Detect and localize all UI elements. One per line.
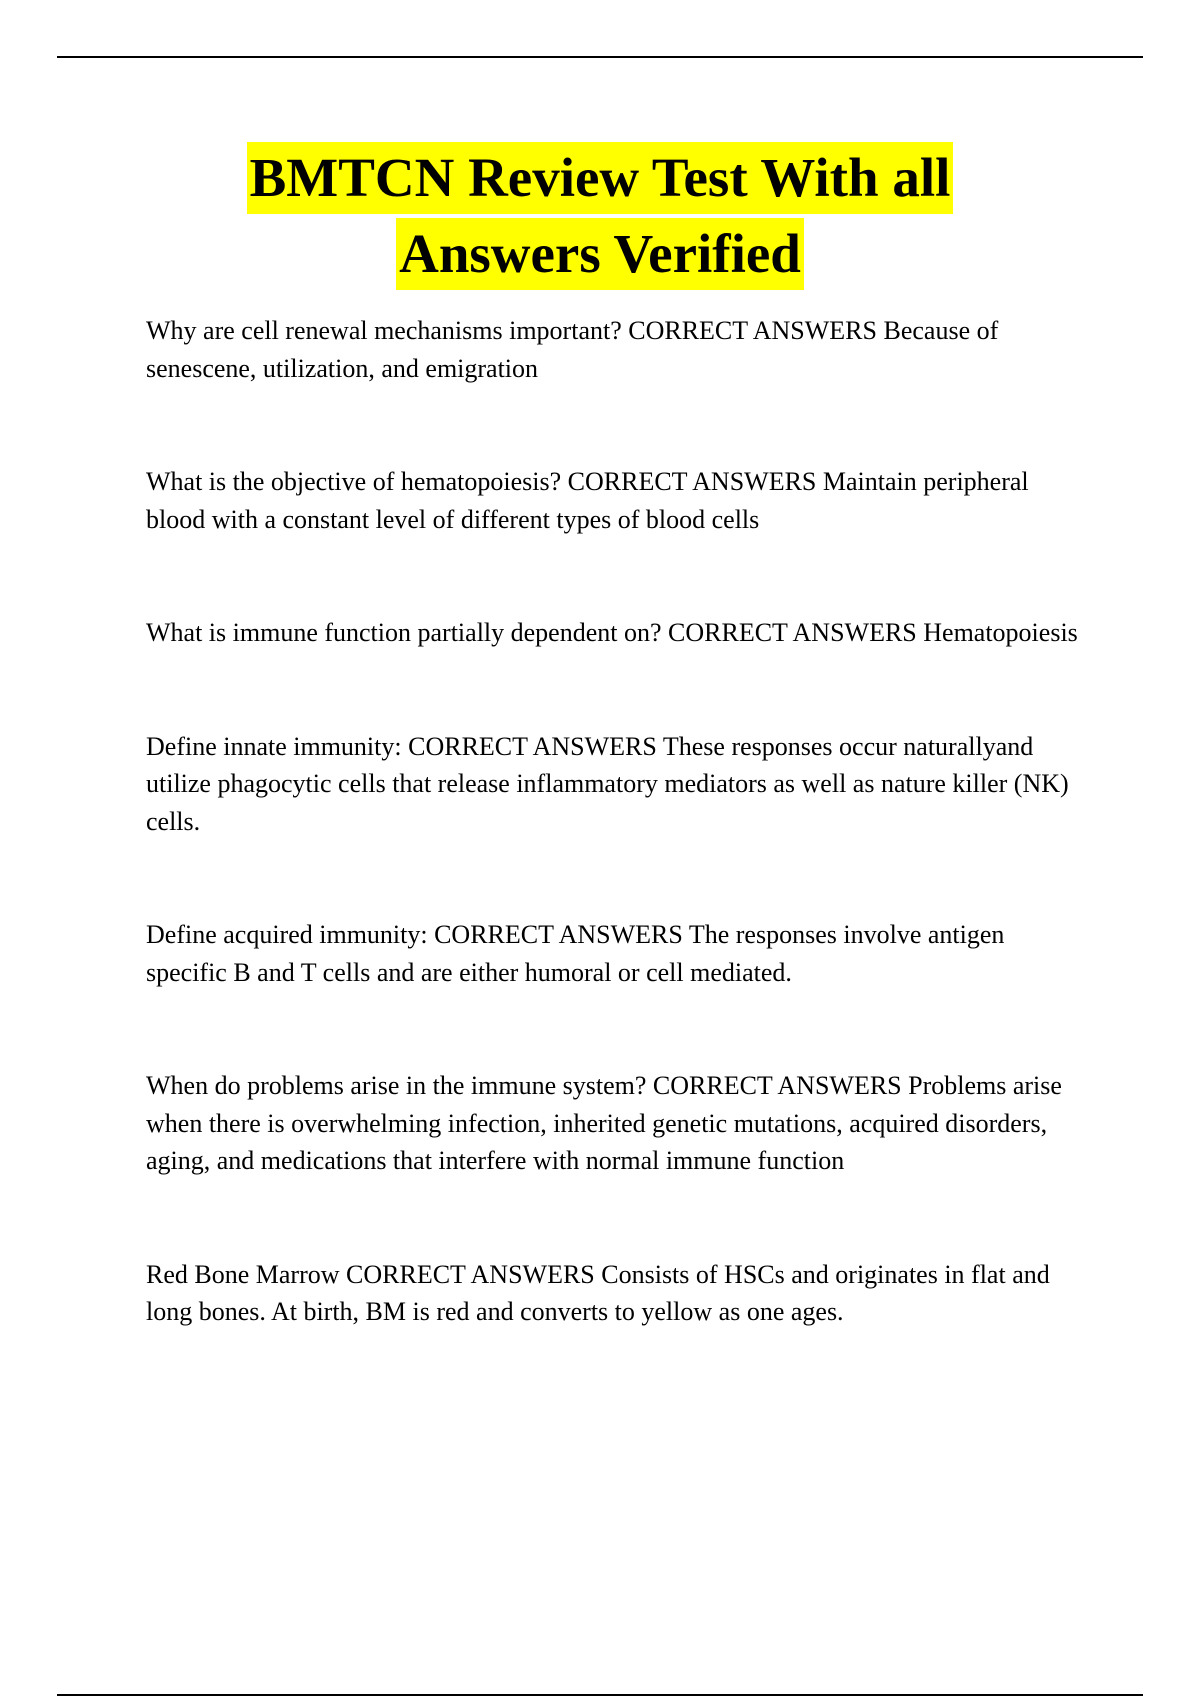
- top-divider: [57, 56, 1143, 58]
- qa-item: Define acquired immunity: CORRECT ANSWERS The responses involve antigen specific B and T cells and are either humoral or cell mediated.: [146, 920, 1005, 987]
- qa-list: [146, 312, 1091, 1331]
- document-title: [0, 142, 1200, 290]
- title-line-2: Answers Verified: [396, 218, 804, 290]
- bottom-divider: [57, 1694, 1143, 1696]
- qa-item: What is immune function partially dependent on? CORRECT ANSWERS Hematopoiesis: [146, 618, 1078, 647]
- title-line-1: BMTCN Review Test With all: [247, 142, 954, 214]
- qa-item: Define innate immunity: CORRECT ANSWERS These responses occur naturallyand utilize phagocytic cells that release inflammatory mediators as well as nature killer (NK) cells.: [146, 731, 1069, 836]
- qa-item: Why are cell renewal mechanisms important? CORRECT ANSWERS Because of senescene, utilization, and emigration: [146, 316, 999, 383]
- qa-item: When do problems arise in the immune system? CORRECT ANSWERS Problems arise when there is overwhelming infection, inherited genetic mutations, acquired disorders, aging, and medications that interfere with normal immune function: [146, 1071, 1062, 1175]
- qa-item: What is the objective of hematopoiesis? CORRECT ANSWERS Maintain peripheral blood with a constant level of different types of blood cells: [146, 467, 1029, 534]
- qa-item: Red Bone Marrow CORRECT ANSWERS Consists of HSCs and originates in flat and long bones. At birth, BM is red and converts to yellow as one ages.: [146, 1259, 1050, 1326]
